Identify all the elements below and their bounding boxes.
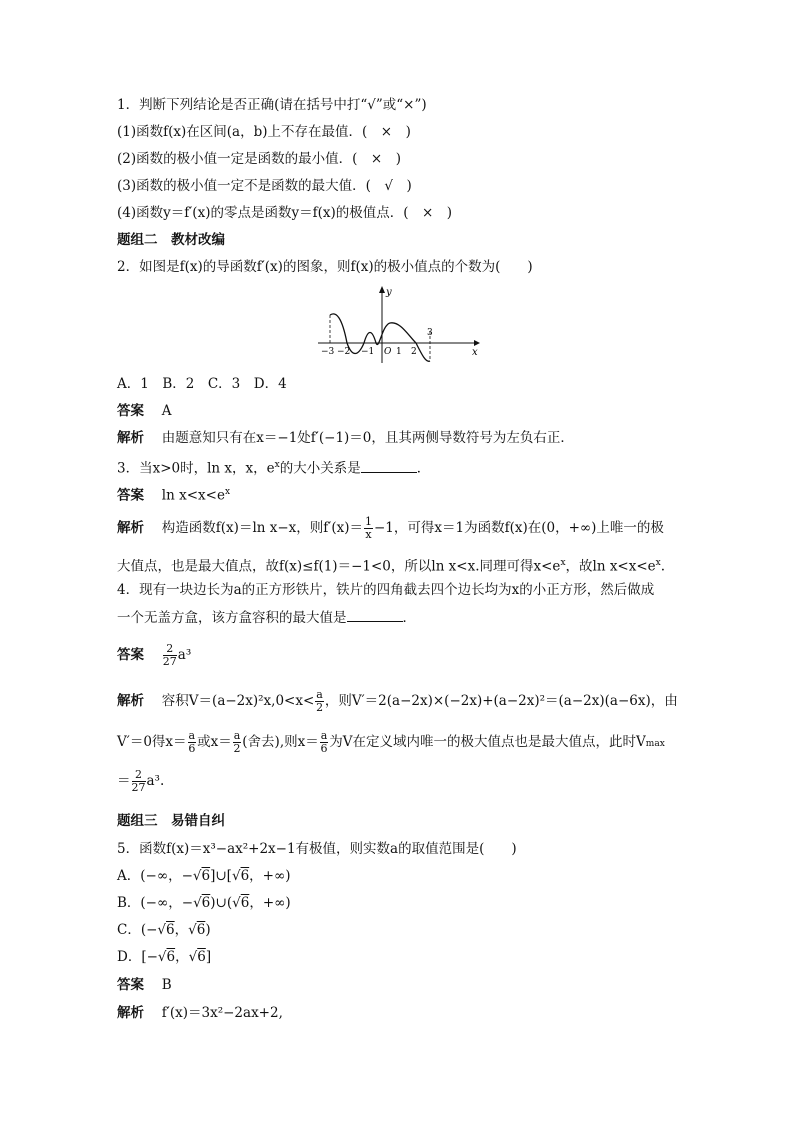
- derivative-graph: [316, 285, 481, 365]
- answer-value: a³: [177, 647, 192, 663]
- analysis-text: f′(x)＝3x²−2ax+2,: [161, 1005, 283, 1021]
- fraction-numerator: 2: [163, 643, 177, 656]
- group3-heading: 题组三 易错自纠: [117, 813, 225, 829]
- y-axis-label: y: [386, 287, 392, 298]
- answer-sup: x: [224, 487, 231, 497]
- fraction-denominator: 6: [320, 742, 328, 755]
- analysis-text-d: 为V在定义域内唯一的极大值点也是最大值点，此时V: [329, 734, 646, 750]
- fraction-denominator: 2: [233, 742, 241, 755]
- q4-analysis-line2: [117, 730, 665, 755]
- opt-text: D．[−: [117, 949, 158, 965]
- analysis-text: 容积V＝(a−2x)²x,0<x<: [161, 693, 315, 709]
- opt-text: ): [205, 922, 211, 938]
- sqrt-value: 6: [166, 949, 176, 965]
- fraction-numerator: a: [233, 729, 241, 742]
- q1-statement-3: (3)函数的极小值一定不是函数的最大值．( √ ): [117, 178, 412, 194]
- q2-answer: [117, 402, 172, 420]
- q3-stem: [117, 456, 430, 478]
- sqrt-value: 6: [197, 949, 206, 965]
- q4-stem-line1: 4．现有一块边长为a的正方形铁片，铁片的四角截去四个边长均为x的小正方形，然后做成: [117, 582, 655, 598]
- analysis-label: 解析: [117, 1005, 144, 1021]
- fraction-denominator: 27: [131, 781, 146, 794]
- analysis-text-c: (舍去),则x＝: [242, 734, 319, 750]
- answer-label: 答案: [117, 403, 144, 419]
- q3-answer: [117, 483, 230, 505]
- opt-text: ]: [205, 949, 212, 965]
- q3-analysis-line2: [117, 554, 665, 576]
- q4-stem-end: ．: [402, 610, 416, 626]
- fraction: [315, 689, 324, 714]
- analysis-text: ＝: [117, 773, 131, 789]
- answer-value: ln x<x<e: [161, 487, 225, 504]
- x-axis-label: x: [472, 347, 478, 358]
- analysis-text-b: 或x＝: [197, 734, 232, 750]
- fraction-numerator: 2: [132, 769, 146, 782]
- opt-text: C．(−: [117, 922, 158, 938]
- fraction-denominator: x: [365, 528, 372, 541]
- fraction: [132, 769, 146, 794]
- analysis-label: 解析: [117, 430, 144, 446]
- q4-stem-text: 一个无盖方盒，该方盒容积的最大值是: [117, 610, 347, 626]
- q4-analysis-line3: [117, 769, 164, 794]
- answer-label: 答案: [117, 647, 144, 663]
- q3-stem-end: ．: [416, 460, 431, 477]
- tick-3: 3: [427, 328, 433, 338]
- q5-option-c: C．(−√6，√6): [117, 922, 211, 938]
- fraction-denominator: 6: [188, 742, 196, 755]
- analysis-text-b: −1，可得x＝1为函数f(x)在(0，+∞)上唯一的极: [374, 520, 664, 536]
- sup: x: [560, 558, 566, 568]
- opt-text: ]∪[: [210, 868, 232, 884]
- q3-sup: x: [274, 460, 280, 470]
- fraction-numerator: a: [316, 688, 323, 701]
- answer-blank: [347, 609, 403, 622]
- analysis-text-b: ，则V′＝2(a−2x)×(−2x)+(a−2x)²＝(a−2x)(a−6x)，由: [324, 693, 678, 709]
- fraction: [233, 730, 242, 755]
- fraction-denominator: 2: [316, 701, 324, 714]
- fraction-denominator: 27: [162, 655, 177, 668]
- x-axis-arrow-icon: [474, 340, 480, 346]
- q2-analysis: [117, 429, 574, 447]
- fraction-numerator: a: [188, 729, 196, 742]
- opt-text: B．(−∞，−: [117, 895, 194, 911]
- sqrt-value: 6: [201, 895, 211, 911]
- sqrt-value: 6: [196, 922, 206, 938]
- q1-statement-1: (1)函数f(x)在区间(a，b)上不存在最值．( × ): [117, 124, 411, 140]
- analysis-text-b: a³.: [146, 773, 165, 789]
- q5-option-d: D．[−√6，√6]: [117, 949, 212, 965]
- opt-text: )∪(: [210, 895, 233, 911]
- sqrt-value: 6: [240, 868, 250, 884]
- tick-minus3: −3: [321, 347, 335, 357]
- q3-stem-text: 3．当x>0时，ln x，x，e: [117, 460, 275, 477]
- q5-answer: [117, 976, 172, 994]
- fraction-numerator: 1: [365, 515, 372, 528]
- q4-answer: [117, 643, 191, 668]
- sqrt-value: 6: [201, 868, 211, 884]
- opt-text: A．(−∞，−: [117, 868, 193, 884]
- q2-options: A．1 B．2 C．3 D．4: [117, 376, 287, 392]
- tick-minus1: −1: [361, 347, 375, 357]
- fraction-numerator: a: [320, 729, 328, 742]
- q1-statement-4: (4)函数y＝f′(x)的零点是函数y＝f(x)的极值点．( × ): [117, 205, 453, 221]
- fraction: [163, 643, 177, 668]
- analysis-text: 构造函数f(x)＝ln x−x，则f′(x)＝: [161, 520, 363, 536]
- q3-stem-text-b: 的大小关系是: [279, 460, 361, 477]
- q5-option-b: B．(−∞，−√6)∪(√6，+∞): [117, 895, 291, 911]
- q4-stem-line2: [117, 609, 416, 627]
- answer-value: A: [161, 403, 172, 419]
- answer-label: 答案: [117, 977, 144, 993]
- q1-title: 1．判断下列结论是否正确(请在括号中打“√”或“×”): [117, 97, 427, 113]
- group2-heading: 题组二 教材改编: [117, 232, 225, 248]
- q5-analysis: [117, 1004, 283, 1022]
- tick-minus2: −2: [337, 347, 351, 357]
- tick-2: 2: [411, 347, 417, 357]
- q2-stem: 2．如图是f(x)的导函数f′(x)的图象，则f(x)的极小值点的个数为( ): [117, 259, 533, 275]
- analysis-text-b: ，故ln x<x<e: [565, 558, 656, 575]
- q5-stem: 5．函数f(x)＝x³−ax²+2x−1有极值，则实数a的取值范围是( ): [117, 841, 517, 857]
- tick-1: 1: [396, 347, 402, 357]
- opt-text: ，: [175, 949, 189, 965]
- fraction: [188, 730, 197, 755]
- q3-analysis-line1: [117, 516, 664, 541]
- opt-text: ，+∞): [249, 868, 291, 884]
- answer-value: B: [161, 977, 172, 993]
- fraction: [364, 516, 373, 541]
- q4-analysis-line1: [117, 689, 678, 714]
- analysis-text: 由题意知只有在x＝−1处f′(−1)＝0，且其两侧导数符号为左负右正．: [161, 430, 574, 446]
- sqrt-value: 6: [166, 922, 175, 938]
- opt-text: ，+∞): [249, 895, 291, 911]
- analysis-text-c: .: [660, 558, 666, 575]
- y-axis-arrow-icon: [379, 286, 385, 293]
- analysis-text: 大值点，也是最大值点，故f(x)≤f(1)＝−1<0，所以ln x<x.同理可得x<e: [117, 558, 561, 575]
- analysis-label: 解析: [117, 520, 144, 536]
- fraction: [320, 730, 329, 755]
- answer-label: 答案: [117, 487, 144, 504]
- analysis-label: 解析: [117, 693, 144, 709]
- q5-option-a: A．(−∞，−√6]∪[√6，+∞): [117, 868, 291, 884]
- origin-label: O: [384, 347, 392, 357]
- analysis-text: V′＝0得x＝: [117, 734, 187, 750]
- q1-statement-2: (2)函数的极小值一定是函数的最小值．( × ): [117, 151, 401, 167]
- answer-blank: [361, 460, 417, 473]
- sqrt-value: 6: [240, 895, 250, 911]
- subscript: max: [645, 739, 665, 749]
- opt-text: ，: [174, 922, 189, 938]
- sup: x: [655, 558, 661, 568]
